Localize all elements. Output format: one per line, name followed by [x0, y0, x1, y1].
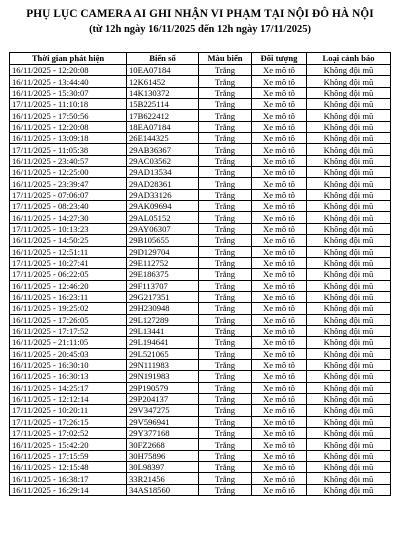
cell-warning-type: Không đội mũ: [307, 393, 391, 404]
cell-plate: 29AY06307: [127, 223, 199, 234]
cell-plate-color: Trắng: [199, 280, 252, 291]
cell-warning-type: Không đội mũ: [307, 87, 391, 98]
cell-time: 16/11/2025 - 12:15:48: [10, 462, 127, 473]
cell-warning-type: Không đội mũ: [307, 178, 391, 189]
cell-warning-type: Không đội mũ: [307, 371, 391, 382]
cell-plate: 29D129704: [127, 246, 199, 257]
cell-plate: 30FZ2668: [127, 439, 199, 450]
cell-plate-color: Trắng: [199, 473, 252, 484]
table-row: [10, 348, 391, 359]
cell-plate: 29V596941: [127, 416, 199, 427]
cell-warning-type: Không đội mũ: [307, 235, 391, 246]
table-body: [10, 65, 391, 496]
cell-plate: 29AB36367: [127, 144, 199, 155]
cell-plate: 18EA07184: [127, 121, 199, 132]
table-row: [10, 235, 391, 246]
cell-vehicle-type: Xe mô tô: [252, 178, 307, 189]
cell-plate-color: Trắng: [199, 87, 252, 98]
column-header-time: Thời gian phát hiện: [10, 53, 127, 65]
cell-plate: 29B105655: [127, 235, 199, 246]
cell-plate-color: Trắng: [199, 76, 252, 87]
cell-vehicle-type: Xe mô tô: [252, 462, 307, 473]
cell-warning-type: Không đội mũ: [307, 428, 391, 439]
cell-time: 16/11/2025 - 16:23:11: [10, 291, 127, 302]
table-row: [10, 473, 391, 484]
table-row: [10, 462, 391, 473]
cell-plate: 29AK09694: [127, 201, 199, 212]
cell-vehicle-type: Xe mô tô: [252, 371, 307, 382]
cell-vehicle-type: Xe mô tô: [252, 337, 307, 348]
table-row: [10, 65, 391, 76]
cell-warning-type: Không đội mũ: [307, 382, 391, 393]
cell-vehicle-type: Xe mô tô: [252, 201, 307, 212]
cell-time: 16/11/2025 - 14:50:25: [10, 235, 127, 246]
cell-time: 16/11/2025 - 15:42:20: [10, 439, 127, 450]
cell-warning-type: Không đội mũ: [307, 303, 391, 314]
cell-plate: 29L13441: [127, 325, 199, 336]
cell-plate-color: Trắng: [199, 144, 252, 155]
cell-time: 17/11/2025 - 10:20:11: [10, 405, 127, 416]
cell-plate-color: Trắng: [199, 371, 252, 382]
table-row: [10, 87, 391, 98]
cell-plate-color: Trắng: [199, 235, 252, 246]
cell-plate: 29AD33126: [127, 189, 199, 200]
cell-vehicle-type: Xe mô tô: [252, 359, 307, 370]
cell-vehicle-type: Xe mô tô: [252, 439, 307, 450]
violations-table: [9, 52, 391, 496]
cell-plate: 29P204137: [127, 393, 199, 404]
cell-plate-color: Trắng: [199, 121, 252, 132]
cell-time: 16/11/2025 - 14:27:30: [10, 212, 127, 223]
table-row: [10, 155, 391, 166]
cell-plate: 30H75896: [127, 450, 199, 461]
cell-vehicle-type: Xe mô tô: [252, 189, 307, 200]
cell-vehicle-type: Xe mô tô: [252, 257, 307, 268]
cell-vehicle-type: Xe mô tô: [252, 416, 307, 427]
cell-time: 17/11/2025 - 11:05:38: [10, 144, 127, 155]
cell-plate-color: Trắng: [199, 348, 252, 359]
cell-warning-type: Không đội mũ: [307, 359, 391, 370]
cell-time: 16/11/2025 - 12:20:08: [10, 121, 127, 132]
cell-vehicle-type: Xe mô tô: [252, 405, 307, 416]
cell-plate: 29G217351: [127, 291, 199, 302]
cell-plate-color: Trắng: [199, 303, 252, 314]
cell-vehicle-type: Xe mô tô: [252, 325, 307, 336]
cell-vehicle-type: Xe mô tô: [252, 473, 307, 484]
cell-time: 16/11/2025 - 16:29:14: [10, 484, 127, 495]
cell-time: 16/11/2025 - 13:09:18: [10, 133, 127, 144]
table-row: [10, 416, 391, 427]
cell-vehicle-type: Xe mô tô: [252, 133, 307, 144]
cell-plate: 10EA07184: [127, 65, 199, 76]
cell-time: 16/11/2025 - 20:45:03: [10, 348, 127, 359]
cell-time: 16/11/2025 - 12:46:20: [10, 280, 127, 291]
cell-warning-type: Không đội mũ: [307, 280, 391, 291]
cell-time: 16/11/2025 - 12:12:14: [10, 393, 127, 404]
cell-time: 16/11/2025 - 19:25:02: [10, 303, 127, 314]
table-row: [10, 303, 391, 314]
cell-plate-color: Trắng: [199, 269, 252, 280]
table-row: [10, 359, 391, 370]
table-row: [10, 133, 391, 144]
cell-plate: 29F113707: [127, 280, 199, 291]
table-row: [10, 76, 391, 87]
cell-plate-color: Trắng: [199, 212, 252, 223]
cell-plate: 14K130372: [127, 87, 199, 98]
cell-plate: 26E144325: [127, 133, 199, 144]
column-header-plate-color: Màu biển: [199, 53, 252, 65]
cell-plate-color: Trắng: [199, 291, 252, 302]
cell-plate-color: Trắng: [199, 201, 252, 212]
cell-vehicle-type: Xe mô tô: [252, 212, 307, 223]
page-subtitle: (từ 12h ngày 16/11/2025 đến 12h ngày 17/11/2025): [89, 24, 311, 35]
cell-time: 17/11/2025 - 17:26:15: [10, 416, 127, 427]
cell-warning-type: Không đội mũ: [307, 65, 391, 76]
cell-vehicle-type: Xe mô tô: [252, 155, 307, 166]
cell-vehicle-type: Xe mô tô: [252, 144, 307, 155]
cell-vehicle-type: Xe mô tô: [252, 99, 307, 110]
cell-plate-color: Trắng: [199, 65, 252, 76]
cell-plate-color: Trắng: [199, 189, 252, 200]
cell-plate: 29AD28361: [127, 178, 199, 189]
table-row: [10, 99, 391, 110]
cell-time: 16/11/2025 - 17:50:56: [10, 110, 127, 121]
table-header-row: [10, 53, 391, 65]
cell-plate: 34AS18560: [127, 484, 199, 495]
cell-vehicle-type: Xe mô tô: [252, 303, 307, 314]
cell-vehicle-type: Xe mô tô: [252, 450, 307, 461]
table-row: [10, 246, 391, 257]
cell-vehicle-type: Xe mô tô: [252, 269, 307, 280]
cell-plate-color: Trắng: [199, 405, 252, 416]
cell-time: 16/11/2025 - 17:17:52: [10, 325, 127, 336]
cell-warning-type: Không đội mũ: [307, 167, 391, 178]
cell-time: 16/11/2025 - 12:51:11: [10, 246, 127, 257]
cell-time: 17/11/2025 - 10:27:41: [10, 257, 127, 268]
cell-plate: 29E186375: [127, 269, 199, 280]
cell-warning-type: Không đội mũ: [307, 291, 391, 302]
cell-plate: 29Y377168: [127, 428, 199, 439]
cell-plate: 17B622412: [127, 110, 199, 121]
cell-warning-type: Không đội mũ: [307, 462, 391, 473]
cell-vehicle-type: Xe mô tô: [252, 167, 307, 178]
cell-plate-color: Trắng: [199, 257, 252, 268]
cell-plate-color: Trắng: [199, 325, 252, 336]
cell-time: 16/11/2025 - 23:39:47: [10, 178, 127, 189]
cell-plate-color: Trắng: [199, 439, 252, 450]
cell-vehicle-type: Xe mô tô: [252, 382, 307, 393]
cell-plate-color: Trắng: [199, 428, 252, 439]
cell-time: 16/11/2025 - 12:20:08: [10, 65, 127, 76]
cell-time: 16/11/2025 - 21:11:05: [10, 337, 127, 348]
cell-plate-color: Trắng: [199, 393, 252, 404]
table-row: [10, 428, 391, 439]
table-row: [10, 484, 391, 495]
cell-warning-type: Không đội mũ: [307, 201, 391, 212]
cell-plate: 29L194641: [127, 337, 199, 348]
cell-warning-type: Không đội mũ: [307, 223, 391, 234]
cell-plate-color: Trắng: [199, 314, 252, 325]
cell-vehicle-type: Xe mô tô: [252, 76, 307, 87]
cell-warning-type: Không đội mũ: [307, 405, 391, 416]
cell-vehicle-type: Xe mô tô: [252, 484, 307, 495]
cell-plate-color: Trắng: [199, 99, 252, 110]
table-row: [10, 121, 391, 132]
cell-warning-type: Không đội mũ: [307, 314, 391, 325]
cell-warning-type: Không đội mũ: [307, 155, 391, 166]
table-row: [10, 382, 391, 393]
cell-plate: 29AC03562: [127, 155, 199, 166]
cell-plate-color: Trắng: [199, 133, 252, 144]
cell-vehicle-type: Xe mô tô: [252, 246, 307, 257]
cell-warning-type: Không đội mũ: [307, 484, 391, 495]
cell-vehicle-type: Xe mô tô: [252, 65, 307, 76]
cell-time: 16/11/2025 - 12:25:00: [10, 167, 127, 178]
cell-plate: 30L98397: [127, 462, 199, 473]
table-row: [10, 269, 391, 280]
cell-plate-color: Trắng: [199, 462, 252, 473]
cell-vehicle-type: Xe mô tô: [252, 348, 307, 359]
cell-time: 17/11/2025 - 11:10:18: [10, 99, 127, 110]
cell-vehicle-type: Xe mô tô: [252, 87, 307, 98]
cell-time: 16/11/2025 - 23:40:57: [10, 155, 127, 166]
cell-time: 16/11/2025 - 14:25:17: [10, 382, 127, 393]
column-header-plate: Biển số: [127, 53, 199, 65]
cell-vehicle-type: Xe mô tô: [252, 280, 307, 291]
cell-warning-type: Không đội mũ: [307, 212, 391, 223]
table-row: [10, 167, 391, 178]
table-row: [10, 337, 391, 348]
cell-vehicle-type: Xe mô tô: [252, 223, 307, 234]
cell-warning-type: Không đội mũ: [307, 110, 391, 121]
column-header-vehicle-type: Đối tượng: [252, 53, 307, 65]
cell-warning-type: Không đội mũ: [307, 257, 391, 268]
cell-plate-color: Trắng: [199, 223, 252, 234]
table-row: [10, 223, 391, 234]
cell-vehicle-type: Xe mô tô: [252, 110, 307, 121]
cell-warning-type: Không đội mũ: [307, 269, 391, 280]
table-row: [10, 201, 391, 212]
table-row: [10, 178, 391, 189]
cell-plate: 29E112752: [127, 257, 199, 268]
cell-warning-type: Không đội mũ: [307, 76, 391, 87]
cell-vehicle-type: Xe mô tô: [252, 291, 307, 302]
table-row: [10, 439, 391, 450]
cell-plate: 29N111983: [127, 359, 199, 370]
cell-warning-type: Không đội mũ: [307, 473, 391, 484]
table-row: [10, 393, 391, 404]
cell-time: 17/11/2025 - 08:23:40: [10, 201, 127, 212]
cell-time: 17/11/2025 - 17:02:52: [10, 428, 127, 439]
table-row: [10, 450, 391, 461]
cell-time: 16/11/2025 - 17:15:59: [10, 450, 127, 461]
cell-time: 17/11/2025 - 10:13:23: [10, 223, 127, 234]
table-row: [10, 189, 391, 200]
cell-time: 16/11/2025 - 15:30:07: [10, 87, 127, 98]
cell-plate-color: Trắng: [199, 484, 252, 495]
cell-plate-color: Trắng: [199, 155, 252, 166]
table-row: [10, 325, 391, 336]
cell-plate: 29L521065: [127, 348, 199, 359]
cell-vehicle-type: Xe mô tô: [252, 121, 307, 132]
cell-vehicle-type: Xe mô tô: [252, 235, 307, 246]
table-row: [10, 144, 391, 155]
cell-vehicle-type: Xe mô tô: [252, 428, 307, 439]
cell-warning-type: Không đội mũ: [307, 337, 391, 348]
cell-time: 16/11/2025 - 16:30:10: [10, 359, 127, 370]
cell-time: 16/11/2025 - 13:44:40: [10, 76, 127, 87]
cell-plate: 29AD13534: [127, 167, 199, 178]
cell-plate-color: Trắng: [199, 450, 252, 461]
cell-warning-type: Không đội mũ: [307, 99, 391, 110]
cell-plate: 29N191983: [127, 371, 199, 382]
cell-plate: 29L127289: [127, 314, 199, 325]
cell-warning-type: Không đội mũ: [307, 348, 391, 359]
cell-plate-color: Trắng: [199, 167, 252, 178]
table-row: [10, 257, 391, 268]
cell-plate: 33R21456: [127, 473, 199, 484]
cell-warning-type: Không đội mũ: [307, 325, 391, 336]
cell-plate: 29P190579: [127, 382, 199, 393]
table-row: [10, 110, 391, 121]
cell-plate-color: Trắng: [199, 359, 252, 370]
page-title: PHỤ LỤC CAMERA AI GHI NHẬN VI PHẠM TẠI NỘI ĐÔ HÀ NỘI: [26, 8, 374, 20]
table-row: [10, 280, 391, 291]
cell-vehicle-type: Xe mô tô: [252, 393, 307, 404]
cell-warning-type: Không đội mũ: [307, 133, 391, 144]
cell-plate-color: Trắng: [199, 337, 252, 348]
cell-time: 16/11/2025 - 16:30:13: [10, 371, 127, 382]
cell-warning-type: Không đội mũ: [307, 450, 391, 461]
cell-plate-color: Trắng: [199, 110, 252, 121]
cell-plate: 29V347275: [127, 405, 199, 416]
cell-plate-color: Trắng: [199, 246, 252, 257]
table-row: [10, 371, 391, 382]
cell-warning-type: Không đội mũ: [307, 144, 391, 155]
table-row: [10, 314, 391, 325]
cell-plate-color: Trắng: [199, 382, 252, 393]
table-row: [10, 212, 391, 223]
cell-plate: 29AL05152: [127, 212, 199, 223]
cell-warning-type: Không đội mũ: [307, 439, 391, 450]
cell-vehicle-type: Xe mô tô: [252, 314, 307, 325]
cell-plate: 29H230948: [127, 303, 199, 314]
column-header-warning-type: Loại cảnh báo: [307, 53, 391, 65]
cell-time: 17/11/2025 - 07:06:07: [10, 189, 127, 200]
cell-warning-type: Không đội mũ: [307, 246, 391, 257]
cell-time: 16/11/2025 - 16:38:17: [10, 473, 127, 484]
table-row: [10, 405, 391, 416]
cell-plate: 12K61452: [127, 76, 199, 87]
cell-time: 17/11/2025 - 06:22:05: [10, 269, 127, 280]
cell-warning-type: Không đội mũ: [307, 121, 391, 132]
cell-time: 16/11/2025 - 17:26:05: [10, 314, 127, 325]
table-row: [10, 291, 391, 302]
cell-plate-color: Trắng: [199, 416, 252, 427]
cell-warning-type: Không đội mũ: [307, 416, 391, 427]
cell-warning-type: Không đội mũ: [307, 189, 391, 200]
cell-plate: 15B225114: [127, 99, 199, 110]
cell-plate-color: Trắng: [199, 178, 252, 189]
